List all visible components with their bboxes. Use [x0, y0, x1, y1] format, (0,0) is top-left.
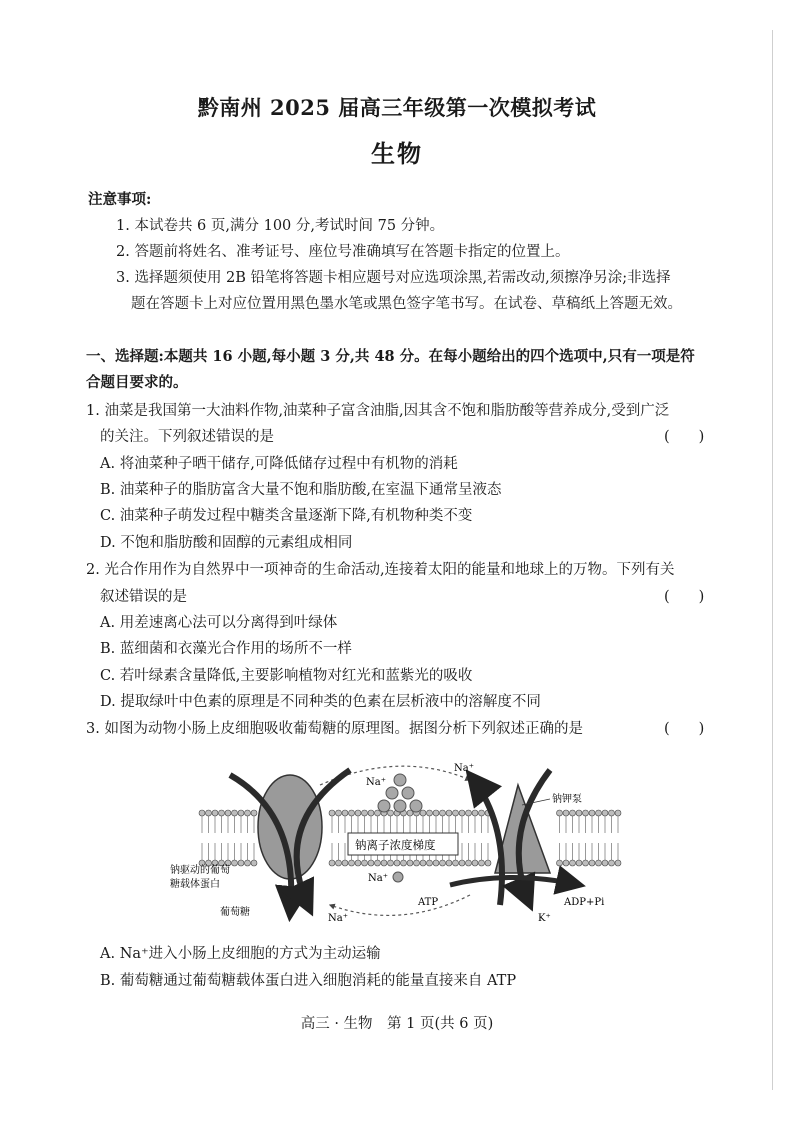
phospholipid-head — [342, 810, 348, 816]
phospholipid-head — [245, 810, 251, 816]
phospholipid-head — [394, 860, 400, 866]
glucose-label: 葡萄糖 — [220, 907, 250, 918]
option-a: A. 用差速离心法可以分离得到叶绿体 — [100, 615, 338, 631]
phospholipid-head — [609, 860, 615, 866]
option-b: B. 油菜种子的脂肪富含大量不饱和脂肪酸,在室温下通常呈液态 — [100, 482, 502, 498]
na-ion — [393, 872, 403, 882]
phospholipid-head — [615, 860, 621, 866]
phospholipid-head — [368, 860, 374, 866]
na-bottom-label: Na⁺ — [328, 913, 348, 924]
phospholipid-head — [563, 810, 569, 816]
exam-title: 黔南州 2025 届高三年级第一次模拟考试 — [197, 95, 597, 120]
subject-title: 生物 — [371, 139, 423, 168]
phospholipid-head — [440, 860, 446, 866]
carrier-label-1: 钠驱动的葡萄 — [170, 865, 230, 876]
atp-label: ATP — [418, 897, 439, 908]
phospholipid-head — [472, 860, 478, 866]
phospholipid-head — [472, 810, 478, 816]
option-c: C. 若叶绿素含量降低,主要影响植物对红光和蓝紫光的吸收 — [100, 668, 473, 684]
pump-leader-line — [522, 799, 550, 805]
option-a: A. 将油菜种子晒干储存,可降低储存过程中有机物的消耗 — [100, 456, 458, 472]
phospholipid-head — [355, 860, 361, 866]
glucose-absorption-figure — [170, 755, 630, 935]
page-footer: 高三 · 生物 第 1 页(共 6 页) — [300, 1016, 494, 1032]
phospholipid-head — [485, 860, 491, 866]
page-edge — [772, 30, 773, 1090]
phospholipid-head — [615, 810, 621, 816]
phospholipid-head — [329, 860, 335, 866]
phospholipid-head — [453, 860, 459, 866]
phospholipid-head — [583, 810, 589, 816]
phospholipid-head — [232, 860, 238, 866]
note-item: 2. 答题前将姓名、准考证号、座位号准确填写在答题卡指定的位置上。 — [116, 244, 570, 260]
phospholipid-head — [238, 810, 244, 816]
phospholipid-head — [225, 810, 231, 816]
phospholipid-head — [355, 810, 361, 816]
phospholipid-head — [479, 810, 485, 816]
phospholipid-head — [206, 810, 212, 816]
na-out-arrow — [470, 775, 502, 905]
option-a: A. Na⁺进入小肠上皮细胞的方式为主动运输 — [100, 946, 381, 962]
phospholipid-head — [349, 810, 355, 816]
phospholipid-head — [414, 860, 420, 866]
question-stem: 的关注。下列叙述错误的是 — [100, 429, 274, 445]
phospholipid-head — [576, 860, 582, 866]
phospholipid-head — [368, 810, 374, 816]
note-item: 3. 选择题须使用 2B 铅笔将答题卡相应题号对应选项涂黑,若需改动,须擦净另涂;非选择 — [116, 270, 671, 286]
phospholipid-head — [212, 810, 218, 816]
phospholipid-head — [596, 810, 602, 816]
phospholipid-head — [563, 860, 569, 866]
phospholipid-head — [427, 860, 433, 866]
phospholipid-head — [251, 810, 257, 816]
phospholipid-head — [336, 810, 342, 816]
phospholipid-head — [349, 860, 355, 866]
phospholipid-head — [329, 810, 335, 816]
phospholipid-head — [589, 810, 595, 816]
adp-label: ADP+Pi — [564, 897, 605, 908]
phospholipid-head — [453, 810, 459, 816]
phospholipid-head — [557, 810, 563, 816]
question-stem: 叙述错误的是 — [100, 589, 187, 605]
phospholipid-head — [388, 860, 394, 866]
option-d: D. 不饱和脂肪酸和固醇的元素组成相同 — [100, 535, 353, 551]
phospholipid-head — [570, 810, 576, 816]
na-top-left-label: Na⁺ — [366, 777, 386, 788]
phospholipid-head — [375, 810, 381, 816]
phospholipid-head — [570, 860, 576, 866]
note-item: 题在答题卡上对应位置用黑色墨水笔或黑色签字笔书写。在试卷、草稿纸上答题无效。 — [131, 296, 682, 312]
notes-heading: 注意事项: — [88, 191, 152, 208]
option-d: D. 提取绿叶中色素的原理是不同种类的色素在层析液中的溶解度不同 — [100, 694, 541, 710]
phospholipid-head — [420, 860, 426, 866]
phospholipid-head — [199, 810, 205, 816]
option-b: B. 蓝细菌和衣藻光合作用的场所不一样 — [100, 641, 352, 657]
phospholipid-head — [407, 860, 413, 866]
phospholipid-head — [557, 860, 563, 866]
phospholipid-head — [251, 860, 257, 866]
answer-blank: ( ) — [664, 429, 705, 445]
phospholipid-head — [238, 860, 244, 866]
dashed-cycle — [330, 895, 470, 915]
phospholipid-head — [440, 810, 446, 816]
phospholipid-head — [427, 810, 433, 816]
question-stem: 1. 油菜是我国第一大油料作物,油菜种子富含油脂,因其含不饱和脂肪酸等营养成分,受到广泛 — [86, 403, 670, 419]
k-label: K⁺ — [538, 913, 551, 924]
option-c: C. 油菜种子萌发过程中糖类含量逐渐下降,有机物种类不变 — [100, 508, 473, 524]
section-heading: 合题目要求的。 — [86, 374, 188, 391]
phospholipid-head — [602, 860, 608, 866]
phospholipid-head — [336, 860, 342, 866]
phospholipid-head — [375, 860, 381, 866]
carrier-label-2: 糖载体蛋白 — [170, 879, 220, 890]
phospholipid-head — [459, 860, 465, 866]
phospholipid-head — [381, 860, 387, 866]
phospholipid-head — [466, 810, 472, 816]
atp-arrow — [450, 878, 580, 886]
gradient-label: 钠离子浓度梯度 — [355, 838, 436, 852]
phospholipid-head — [459, 810, 465, 816]
phospholipid-head — [446, 860, 452, 866]
phospholipid-head — [219, 810, 225, 816]
phospholipid-head — [232, 810, 238, 816]
na-mid-label: Na⁺ — [368, 873, 388, 884]
answer-blank: ( ) — [664, 589, 705, 605]
phospholipid-head — [388, 810, 394, 816]
question-stem: 2. 光合作用作为自然界中一项神奇的生命活动,连接着太阳的能量和地球上的万物。下列有关 — [86, 562, 675, 578]
phospholipid-head — [433, 860, 439, 866]
phospholipid-head — [245, 860, 251, 866]
phospholipid-head — [433, 810, 439, 816]
phospholipid-head — [596, 860, 602, 866]
phospholipid-head — [609, 810, 615, 816]
na-top-right-label: Na⁺ — [454, 763, 474, 774]
pump-label: 钠钾泵 — [552, 794, 582, 805]
question-stem: 3. 如图为动物小肠上皮细胞吸收葡萄糖的原理图。据图分析下列叙述正确的是 — [86, 721, 583, 737]
phospholipid-head — [446, 810, 452, 816]
phospholipid-head — [401, 860, 407, 866]
phospholipid-head — [420, 810, 426, 816]
phospholipid-head — [342, 860, 348, 866]
section-heading: 一、选择题:本题共 16 小题,每小题 3 分,共 48 分。在每小题给出的四个选项中,只有一项是符 — [86, 348, 695, 365]
phospholipid-head — [583, 860, 589, 866]
phospholipid-head — [362, 810, 368, 816]
phospholipid-head — [466, 860, 472, 866]
phospholipid-head — [602, 810, 608, 816]
option-b: B. 葡萄糖通过葡萄糖载体蛋白进入细胞消耗的能量直接来自 ATP — [100, 973, 517, 989]
note-item: 1. 本试卷共 6 页,满分 100 分,考试时间 75 分钟。 — [116, 218, 445, 234]
phospholipid-head — [362, 860, 368, 866]
phospholipid-head — [589, 860, 595, 866]
phospholipid-head — [576, 810, 582, 816]
answer-blank: ( ) — [664, 721, 705, 737]
phospholipid-head — [479, 860, 485, 866]
